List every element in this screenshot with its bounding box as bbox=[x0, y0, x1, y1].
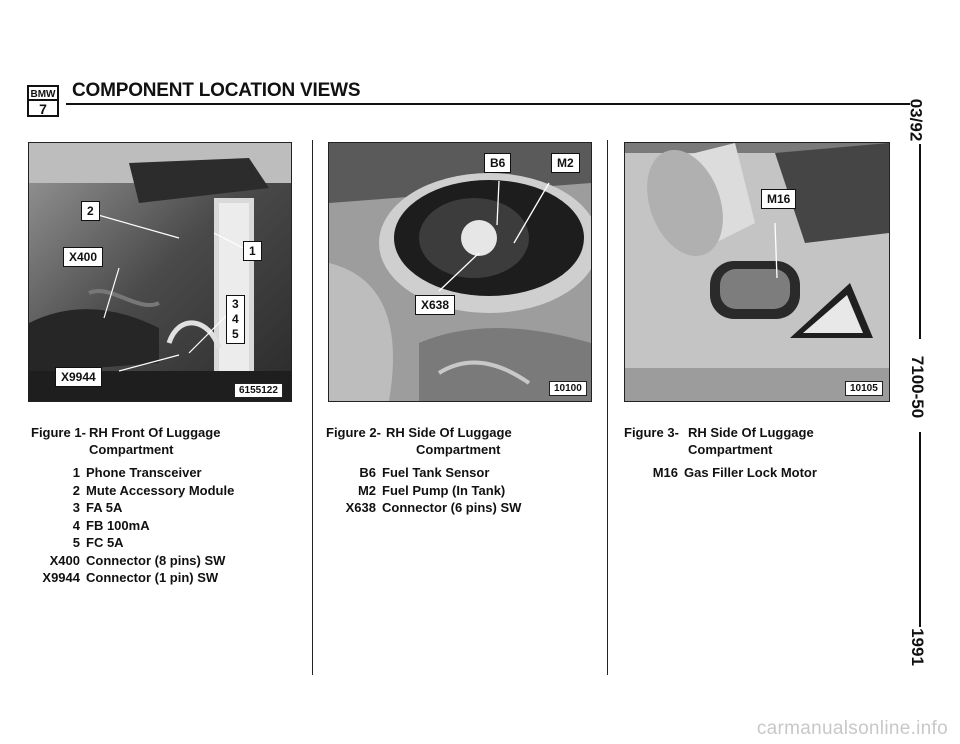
legend-key: 5 bbox=[72, 535, 80, 550]
figure-1-callout-4: 4 bbox=[232, 312, 239, 326]
figure-1-caption-line1: RH Front Of Luggage bbox=[89, 425, 221, 440]
legend-key: 1 bbox=[72, 465, 80, 480]
figure-2-label: Figure 2- bbox=[326, 425, 381, 440]
side-strip bbox=[900, 92, 940, 672]
figure-3-caption-line1: RH Side Of Luggage bbox=[688, 425, 814, 440]
figure-1-callout-x400: X400 bbox=[63, 247, 103, 267]
legend-item bbox=[326, 482, 521, 500]
legend-desc: Gas Filler Lock Motor bbox=[684, 465, 817, 480]
figure-1-callout-2: 2 bbox=[81, 201, 100, 221]
legend-item bbox=[30, 482, 234, 500]
figure-1-photo-id: 6155122 bbox=[234, 383, 283, 398]
legend-desc: Fuel Pump (In Tank) bbox=[382, 482, 506, 498]
legend-desc: FC 5A bbox=[86, 535, 124, 550]
logo-brand-text: BMW bbox=[30, 89, 56, 100]
legend-item bbox=[30, 499, 234, 517]
figure-1-legend bbox=[30, 464, 234, 587]
figure-2-legend bbox=[326, 464, 521, 517]
side-date: 03/92 bbox=[906, 98, 926, 142]
legend-desc: FA 5A bbox=[86, 500, 123, 515]
figure-2-photo bbox=[328, 142, 592, 402]
column-divider-2 bbox=[607, 140, 608, 675]
figure-1-caption bbox=[31, 424, 220, 458]
legend-desc: Mute Accessory Module bbox=[86, 482, 235, 498]
figure-2-caption bbox=[326, 424, 512, 458]
legend-desc: Connector (1 pin) SW bbox=[86, 570, 219, 585]
figure-1-callout-x9944: X9944 bbox=[55, 367, 102, 387]
figure-3-callout-m16: M16 bbox=[761, 189, 796, 209]
figure-2-callout-m2: M2 bbox=[551, 153, 580, 173]
figure-3-photo-id: 10105 bbox=[845, 381, 883, 396]
legend-item bbox=[30, 569, 234, 587]
legend-item bbox=[30, 517, 234, 535]
legend-key: X638 bbox=[345, 500, 376, 515]
figure-3-label: Figure 3- bbox=[624, 425, 679, 440]
figure-2-callout-b6: B6 bbox=[484, 153, 511, 173]
column-divider-1 bbox=[312, 140, 313, 675]
legend-key: M2 bbox=[357, 482, 376, 498]
legend-item bbox=[326, 464, 521, 482]
legend-key: 3 bbox=[72, 500, 80, 515]
side-rule-2 bbox=[919, 432, 921, 627]
legend-item bbox=[30, 534, 234, 552]
figure-3-caption-line2: Compartment bbox=[688, 442, 773, 457]
legend-desc: Connector (8 pins) SW bbox=[86, 552, 226, 568]
legend-desc: Phone Transceiver bbox=[86, 465, 202, 480]
figure-3-caption bbox=[624, 424, 814, 458]
header-rule bbox=[66, 103, 910, 105]
figure-2-callout-x638: X638 bbox=[415, 295, 455, 315]
legend-key: 4 bbox=[72, 517, 80, 533]
logo-series-text: 7 bbox=[39, 101, 47, 117]
legend-desc: FB 100mA bbox=[86, 517, 150, 533]
figure-3-legend bbox=[626, 464, 817, 482]
legend-item bbox=[30, 552, 234, 570]
side-section: 7100-50 bbox=[908, 355, 928, 419]
figure-3-photo bbox=[624, 142, 890, 402]
figure-2-photo-id: 10100 bbox=[549, 381, 587, 396]
figure-1-photo bbox=[28, 142, 292, 402]
legend-item bbox=[326, 499, 521, 517]
figure-1-callout-3-4-5 bbox=[226, 295, 245, 344]
legend-key: B6 bbox=[359, 465, 376, 480]
figure-1-callout-1: 1 bbox=[243, 241, 262, 261]
legend-item bbox=[626, 464, 817, 482]
figure-1-label: Figure 1- bbox=[31, 425, 86, 440]
figure-1-caption-line2: Compartment bbox=[89, 442, 174, 457]
bmw-7-logo bbox=[26, 84, 60, 118]
watermark: carmanualsonline.info bbox=[756, 718, 948, 739]
legend-desc: Connector (6 pins) SW bbox=[382, 500, 522, 515]
legend-desc: Fuel Tank Sensor bbox=[382, 465, 490, 480]
figure-1-callout-3: 3 bbox=[232, 297, 239, 311]
side-rule-1 bbox=[919, 144, 921, 339]
legend-key: 2 bbox=[72, 482, 80, 498]
side-year: 1991 bbox=[907, 628, 927, 666]
figure-2-caption-line2: Compartment bbox=[416, 442, 501, 457]
page-title: COMPONENT LOCATION VIEWS bbox=[72, 80, 361, 101]
legend-item bbox=[30, 464, 234, 482]
legend-key: X9944 bbox=[42, 570, 80, 585]
figure-1-callout-5: 5 bbox=[232, 327, 239, 341]
legend-key: X400 bbox=[49, 552, 80, 568]
legend-key: M16 bbox=[652, 465, 678, 480]
figure-2-caption-line1: RH Side Of Luggage bbox=[386, 425, 512, 440]
